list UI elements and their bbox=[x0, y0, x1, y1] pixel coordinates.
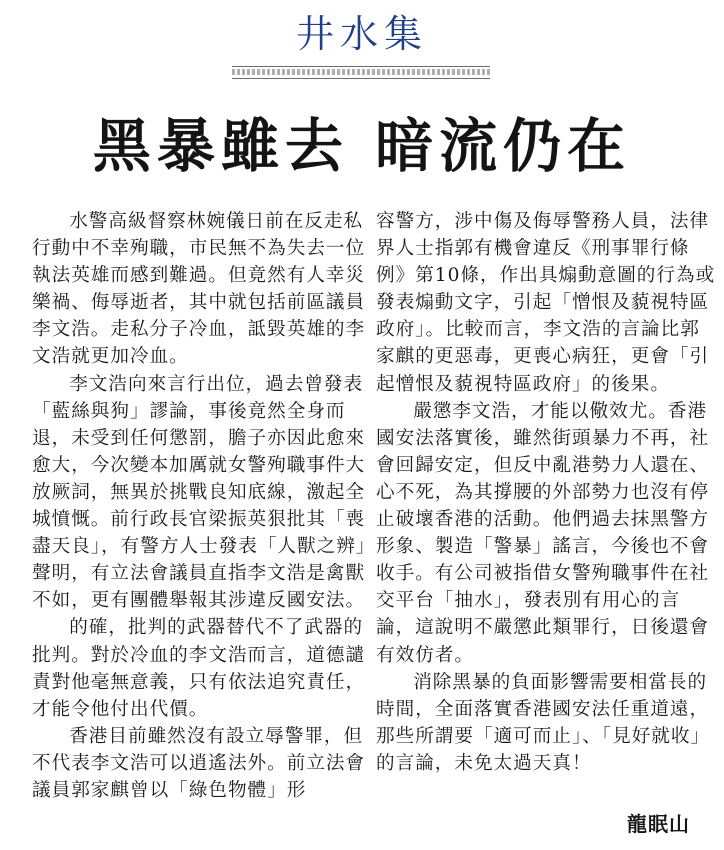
paragraph: 李文浩向來言行出位，過去曾發表「藍絲與狗」謬論，事後竟然全身而退，未受到任何懲罰，膽子亦因此愈來愈大，今次變本加厲就女警殉職事件大放厥詞，無異於挑戰良知底線，激起全城憤慨。前行政長官梁振英狠批其「喪盡天良」，有警方人士發表「人獸之辨」聲明，有立法會議員直指李文浩是禽獸不如，更有團體舉報其涉違反國安法。 bbox=[32, 373, 367, 612]
paragraph: 的確，批判的武器替代不了武器的批判。對於冷血的李文浩而言，道德譴責對他毫無意義，只有依法追究責任，才能令他付出代價。 bbox=[32, 617, 366, 720]
decorative-rule-wave bbox=[232, 69, 490, 75]
paragraph: 嚴懲李文浩，才能以儆效尤。香港國安法落實後，雖然街頭暴力不再，社會回歸安定，但反中亂港勢力人還在、心不死，為其撐腰的外部勢力也沒有停止破壞香港的活動。他們過去抹黑警方形象、製造「警暴」謠言，今後也不會收手。有公司被指借女警殉職事件在社交平台「抽水」，發表別有用心的言論，這說明不嚴懲此類罪行，日後還會有效仿者。 bbox=[376, 400, 710, 666]
paragraph-continued: 容警方，涉中傷及侮辱警務人員，法律界人士指郭有機會違反《刑事罪行條例》第10條，作出具煽動意圖的行為或發表煽動文字，引起「憎恨及藐視特區政府」。比較而言，李文浩的言論比郭家麒的更惡毒，更喪心病狂，更會「引起憎恨及藐視特區政府」的後果。 bbox=[376, 211, 716, 395]
paragraph: 香港目前雖然沒有設立辱警罪，但不代表李文浩可以逍遙法外。前立法會議員郭家麒曾以「綠色物體」形 bbox=[32, 725, 366, 801]
headline: 黑暴雖去 暗流仍在 bbox=[92, 112, 632, 180]
column-name: 井水集 bbox=[295, 12, 428, 56]
paragraph: 消除黑暴的負面影響需要相當長的時間，全面落實香港國安法任重道遠，那些所謂要「適可而止」、「見好就收」的言論，未免太過天真！ bbox=[376, 671, 711, 774]
article-column-left bbox=[32, 208, 374, 804]
decorative-rule-bottom bbox=[232, 78, 490, 79]
author-byline: 龍眠山 bbox=[627, 812, 690, 836]
paragraph: 水警高級督察林婉儀日前在反走私行動中不幸殉職，市民無不為失去一位執法英雄而感到難過。但竟然有人幸災樂禍、侮辱逝者，其中就包括前區議員李文浩。走私分子冷血，詆毀英雄的李文浩就更加冷血。 bbox=[32, 211, 366, 368]
decorative-rule-top bbox=[232, 66, 490, 67]
article-column-right bbox=[376, 208, 718, 777]
